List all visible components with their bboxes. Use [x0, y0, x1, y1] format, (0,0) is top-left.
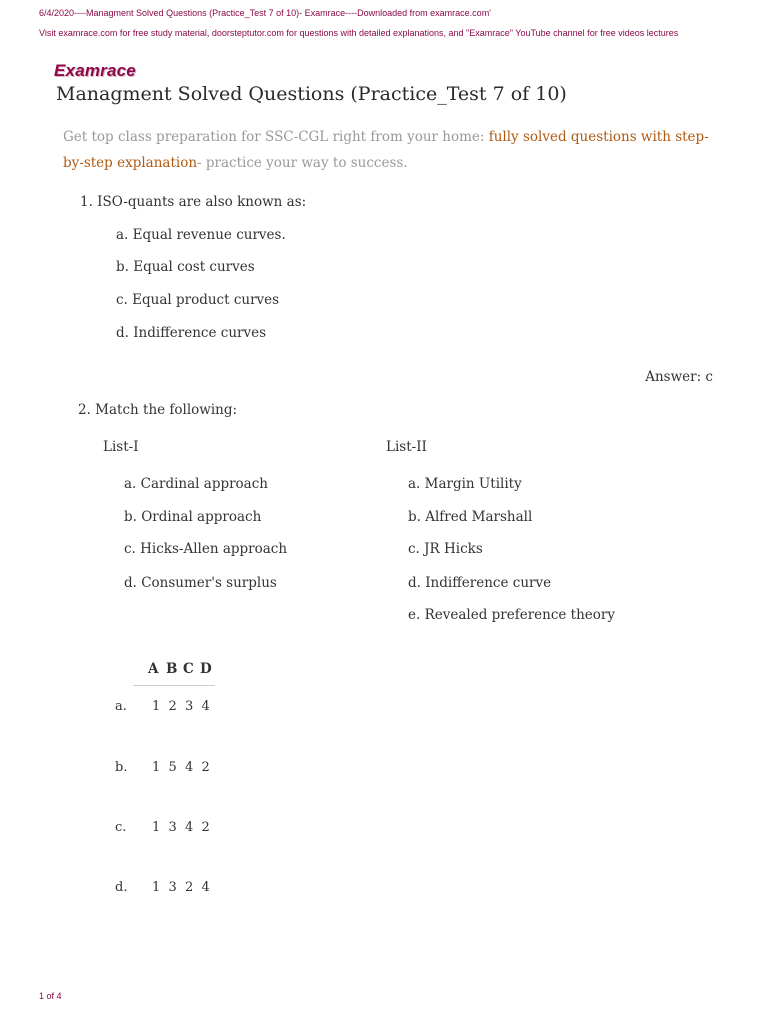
match-value: 2 — [168, 699, 177, 714]
list-2-item-c: c. JR Hicks — [408, 541, 483, 557]
match-value: 2 — [201, 820, 210, 835]
list-2-item-e: e. Revealed preference theory — [408, 607, 615, 623]
match-value: 3 — [168, 820, 177, 835]
match-value: 3 — [168, 880, 177, 895]
list-1-item-a: a. Cardinal approach — [124, 476, 268, 492]
list-2-item-a: a. Margin Utility — [408, 476, 522, 492]
match-value: 4 — [201, 880, 210, 895]
match-value: 2 — [185, 880, 194, 895]
list-1-header: List-I — [103, 439, 139, 455]
match-table-header — [133, 661, 215, 686]
list-2-item-b: b. Alfred Marshall — [408, 509, 533, 525]
question-2: 2. Match the following: — [78, 402, 238, 418]
match-value: 1 — [152, 699, 161, 714]
promo-line: Visit examrace.com for free study material, doorsteptutor.com for questions with detailed explanations, and "Examrace" YouTube channel for free videos lectures — [39, 28, 679, 38]
list-1-item-b: b. Ordinal approach — [124, 509, 262, 525]
match-option-label: c. — [115, 820, 127, 835]
match-col-c: C — [183, 661, 194, 677]
match-value: 2 — [201, 760, 210, 775]
intro-link[interactable]: fully solved questions with step-by-step explanation — [63, 129, 709, 171]
match-col-d: D — [200, 661, 212, 677]
q1-option-d: d. Indifference curves — [116, 325, 267, 341]
page-counter: 1 of 4 — [39, 991, 62, 1001]
intro-text — [63, 124, 718, 176]
match-value: 5 — [168, 760, 177, 775]
match-value: 4 — [185, 760, 194, 775]
question-1: 1. ISO-quants are also known as: — [80, 194, 307, 210]
match-value: 1 — [152, 760, 161, 775]
q1-option-b: b. Equal cost curves — [116, 259, 255, 275]
list-1-item-d: d. Consumer's surplus — [124, 575, 277, 591]
q1-answer: Answer: c — [645, 369, 713, 385]
list-2-header: List-II — [386, 439, 427, 455]
match-option-label: d. — [115, 880, 128, 895]
match-value: 3 — [185, 699, 194, 714]
intro-text-end: - practice your way to success. — [197, 155, 408, 171]
q1-option-c: c. Equal product curves — [116, 292, 280, 308]
match-value: 1 — [152, 820, 161, 835]
q1-option-a: a. Equal revenue curves. — [116, 227, 286, 243]
match-option-b — [115, 760, 218, 775]
list-1-item-c: c. Hicks-Allen approach — [124, 541, 288, 557]
match-value: 4 — [185, 820, 194, 835]
match-option-a — [115, 699, 218, 714]
match-col-b: B — [166, 661, 178, 677]
intro-text-start: Get top class preparation for SSC-CGL right from your home: — [63, 129, 489, 145]
print-header: 6/4/2020----Managment Solved Questions (Practice_Test 7 of 10)- Examrace----Downloaded from examrace.com' — [39, 8, 491, 18]
match-col-a: A — [148, 661, 159, 677]
match-value: 1 — [152, 880, 161, 895]
match-option-label: b. — [115, 760, 128, 775]
match-option-d — [115, 880, 218, 895]
match-option-c — [115, 820, 218, 835]
list-2-item-d: d. Indifference curve — [408, 575, 552, 591]
match-option-label: a. — [115, 699, 127, 714]
match-value: 4 — [201, 699, 210, 714]
examrace-logo[interactable]: Examrace — [54, 61, 136, 80]
page-title: Managment Solved Questions (Practice_Test 7 of 10) — [56, 83, 567, 105]
